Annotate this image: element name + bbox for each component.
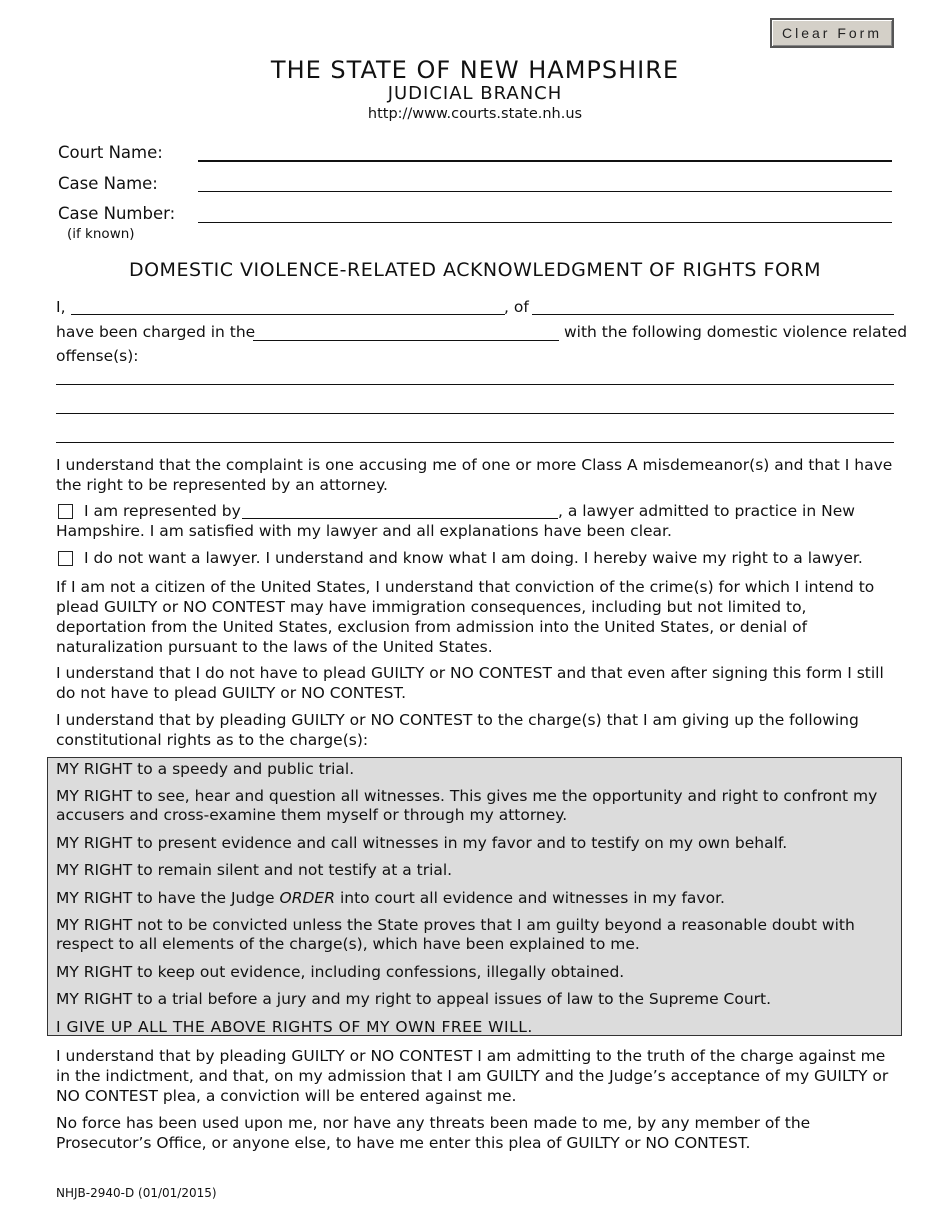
case-name-field[interactable] xyxy=(198,191,892,192)
case-number-field[interactable] xyxy=(198,222,892,223)
admitting-paragraph: I understand that by pleading GUILTY or NO CONTEST I am admitting to the truth of the charge against me in the indictment, and that, on my admission that I am GUILTY and the Judge’s acceptance of my GUILTY or NO CONTEST plea, a conviction will be entered against me. xyxy=(56,1047,889,1105)
offense-line-2[interactable] xyxy=(56,413,894,414)
give-up-rights-statement: I GIVE UP ALL THE ABOVE RIGHTS OF MY OWN FREE WILL. xyxy=(56,1018,533,1036)
if-known-note: (if known) xyxy=(67,226,135,242)
offense-line-1[interactable] xyxy=(56,384,894,385)
no-lawyer-text: I do not want a lawyer. I understand and know what I am doing. I hereby waive my right to a lawyer. xyxy=(84,549,863,567)
complaint-paragraph: I understand that the complaint is one accusing me of one or more Class A misdemeanor(s) and that I have the right to be represented by an attorney. xyxy=(56,456,893,494)
right-question-witnesses: MY RIGHT to see, hear and question all witnesses. This gives me the opportunity and right to confront my accusers and cross-examine them myself or through my attorney. xyxy=(56,787,878,824)
defendant-name-field[interactable] xyxy=(71,314,505,315)
giving-up-paragraph: I understand that by pleading GUILTY or NO CONTEST to the charge(s) that I am giving up the following constitutional rights as to the charge(s): xyxy=(56,711,859,749)
defendant-address-field[interactable] xyxy=(532,314,894,315)
offense-line-3[interactable] xyxy=(56,442,894,443)
no-lawyer-checkbox[interactable] xyxy=(58,551,73,566)
court-name-field[interactable] xyxy=(198,160,892,162)
charging-court-field[interactable] xyxy=(253,340,559,341)
right-remain-silent: MY RIGHT to remain silent and not testify at a trial. xyxy=(56,861,453,879)
represented-suffix: , a lawyer admitted to practice in New xyxy=(558,502,855,520)
represented-continuation: Hampshire. I am satisfied with my lawyer and all explanations have been clear. xyxy=(56,522,672,540)
lawyer-name-field[interactable] xyxy=(242,518,558,519)
case-number-label: Case Number: xyxy=(58,204,176,223)
offenses-label: offense(s): xyxy=(56,347,139,365)
charged-suffix: with the following domestic violence related xyxy=(564,323,908,341)
right-present-evidence: MY RIGHT to present evidence and call witnesses in my favor and to testify on my own behalf. xyxy=(56,834,788,852)
right-speedy-trial: MY RIGHT to a speedy and public trial. xyxy=(56,760,355,778)
right-judge-order-emphasis: ORDER xyxy=(279,889,335,907)
represented-checkbox[interactable] xyxy=(58,504,73,519)
not-plead-paragraph: I understand that I do not have to plead GUILTY or NO CONTEST and that even after signing this form I still do not have to plead GUILTY or NO CONTEST. xyxy=(56,664,884,702)
citizen-paragraph: If I am not a citizen of the United States, I understand that conviction of the crime(s) for which I intend to plead GUILTY or NO CONTEST may have immigration consequences, including but not limited to, deportation from the United States, exclusion from admission into the United States, or denial of naturalization pursuant to the laws of the United States. xyxy=(56,578,875,656)
judicial-branch: JUDICIAL BRANCH xyxy=(387,83,563,104)
court-name-label: Court Name: xyxy=(58,143,163,162)
form-title: DOMESTIC VIOLENCE-RELATED ACKNOWLEDGMENT OF RIGHTS FORM xyxy=(128,259,822,281)
right-reasonable-doubt: MY RIGHT not to be convicted unless the State proves that I am guilty beyond a reasonable doubt with respect to all elements of the charge(s), which have been explained to me. xyxy=(56,916,855,953)
represented-prefix: I am represented by xyxy=(84,502,241,520)
i-label: I, xyxy=(56,298,66,316)
no-force-paragraph: No force has been used upon me, nor have any threats been made to me, by any member of the Prosecutor’s Office, or anyone else, to have me enter this plea of GUILTY or NO CONTEST. xyxy=(56,1114,811,1152)
right-keep-out-evidence: MY RIGHT to keep out evidence, including confessions, illegally obtained. xyxy=(56,963,625,981)
right-judge-order-prefix: MY RIGHT to have the Judge xyxy=(56,889,275,907)
right-judge-order-suffix: into court all evidence and witnesses in my favor. xyxy=(339,889,725,907)
state-title: THE STATE OF NEW HAMPSHIRE xyxy=(270,56,680,84)
form-number: NHJB-2940-D (01/01/2015) xyxy=(56,1186,217,1200)
right-jury-trial: MY RIGHT to a trial before a jury and my right to appeal issues of law to the Supreme Court. xyxy=(56,990,772,1008)
case-name-label: Case Name: xyxy=(58,174,158,193)
court-url: http://www.courts.state.nh.us xyxy=(367,106,583,122)
clear-form-button[interactable]: Clear Form xyxy=(770,18,894,48)
right-judge-order xyxy=(56,889,898,908)
of-label: , of xyxy=(504,298,529,316)
charged-prefix: have been charged in the xyxy=(56,323,256,341)
